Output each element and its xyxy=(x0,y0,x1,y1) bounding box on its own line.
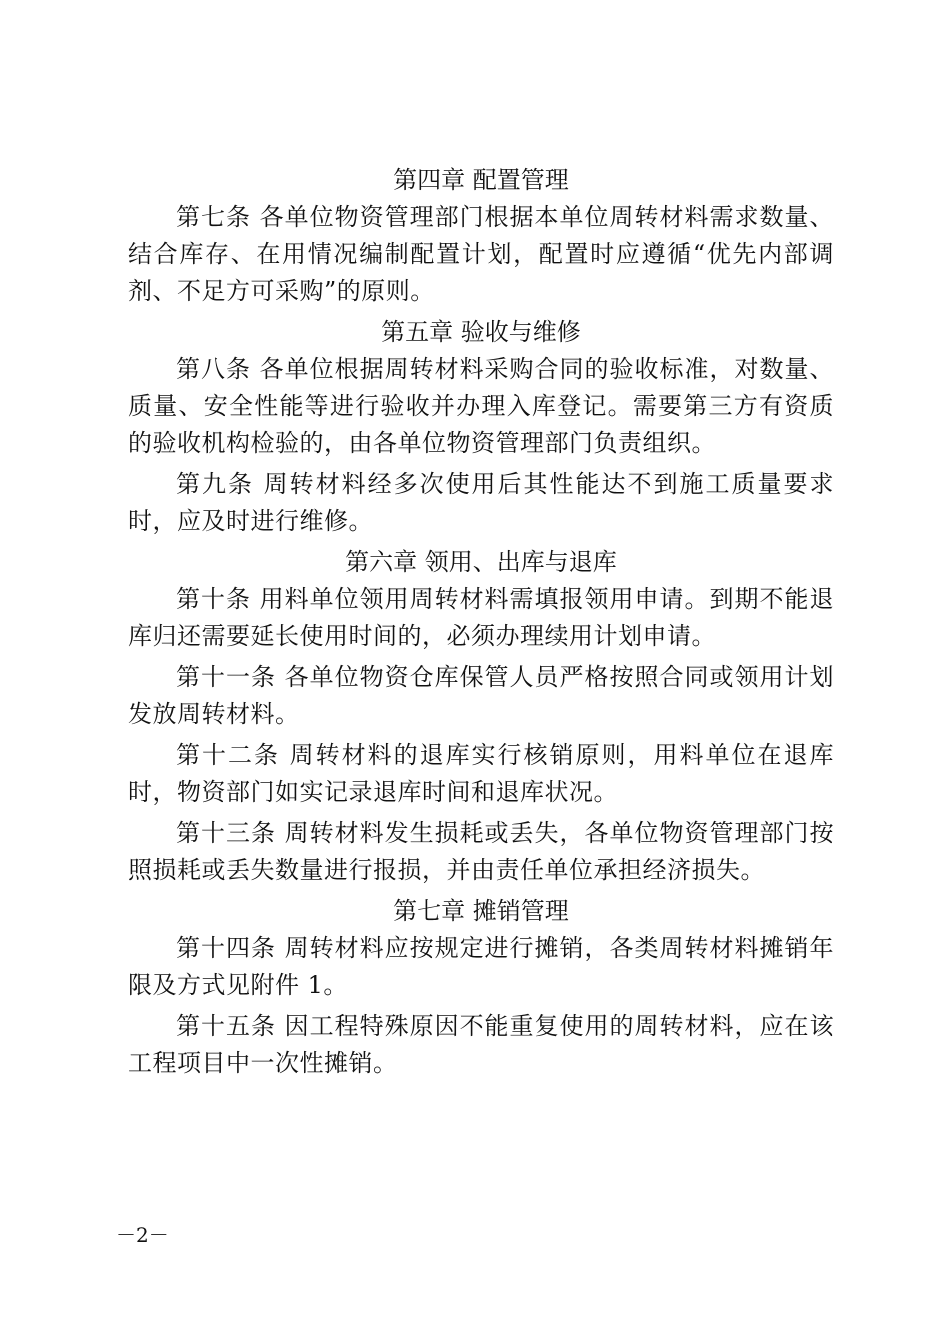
chapter-6-heading: 第六章 领用、出库与退库 xyxy=(345,548,617,576)
article-15: 第十五条 因工程特殊原因不能重复使用的周转材料，应在该工程项目中一次性摊销。 xyxy=(128,1012,834,1077)
article-7: 第七条 各单位物资管理部门根据本单位周转材料需求数量、结合库存、在用情况编制配置计划，配置时应遵循“优先内部调剂、不足方可采购”的原则。 xyxy=(128,203,834,305)
chapter-4-heading: 第四章 配置管理 xyxy=(393,166,569,194)
article-9: 第九条 周转材料经多次使用后其性能达不到施工质量要求时，应及时进行维修。 xyxy=(128,470,834,535)
article-12: 第十二条 周转材料的退库实行核销原则，用料单位在退库时，物资部门如实记录退库时间和退库状况。 xyxy=(128,741,834,806)
chapter-7-heading: 第七章 摊销管理 xyxy=(393,897,569,925)
article-10: 第十条 用料单位领用周转材料需填报领用申请。到期不能退库归还需要延长使用时间的，必须办理续用计划申请。 xyxy=(128,585,834,650)
page-number: －2－ xyxy=(116,1223,169,1247)
document-body xyxy=(128,162,834,1086)
article-13: 第十三条 周转材料发生损耗或丢失，各单位物资管理部门按照损耗或丢失数量进行报损，并由责任单位承担经济损失。 xyxy=(128,819,834,884)
article-8: 第八条 各单位根据周转材料采购合同的验收标准，对数量、质量、安全性能等进行验收并办理入库登记。需要第三方有资质的验收机构检验的，由各单位物资管理部门负责组织。 xyxy=(128,355,834,457)
article-11: 第十一条 各单位物资仓库保管人员严格按照合同或领用计划发放周转材料。 xyxy=(128,663,834,728)
chapter-5-heading: 第五章 验收与维修 xyxy=(381,318,581,346)
article-14: 第十四条 周转材料应按规定进行摊销，各类周转材料摊销年限及方式见附件 1。 xyxy=(128,934,834,999)
